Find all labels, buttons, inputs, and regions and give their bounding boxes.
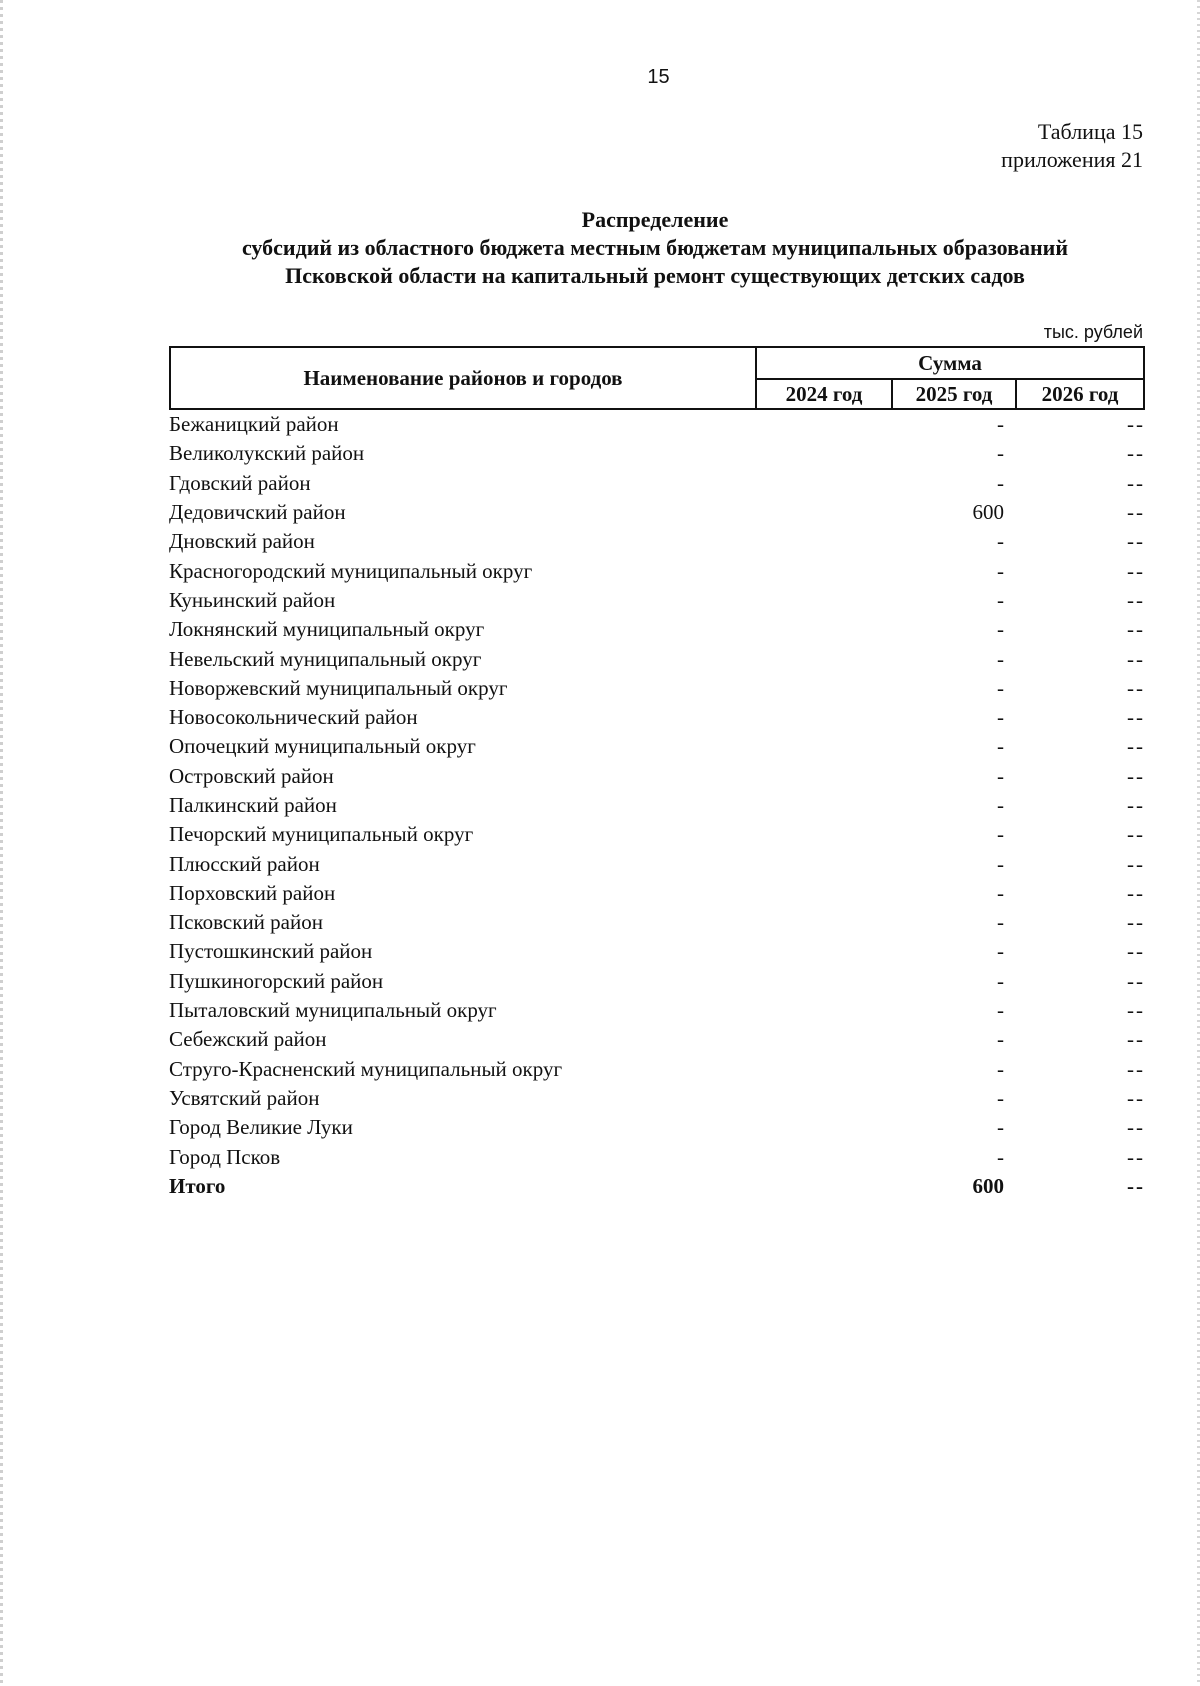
district-name: Бежаницкий район: [169, 412, 339, 437]
amount-2025: -: [1127, 587, 1134, 612]
amount-2024: -: [997, 529, 1005, 554]
table-row: [169, 996, 1143, 1025]
amount-2025: -: [1127, 646, 1134, 671]
table-row: [169, 762, 1143, 791]
amount-2026: -: [1136, 910, 1143, 935]
header-sum: Сумма: [756, 347, 1144, 379]
district-name: Дновский район: [169, 529, 315, 554]
appendix-reference: [1001, 118, 1143, 174]
amount-2025: -: [1127, 529, 1134, 554]
district-name: Гдовский район: [169, 470, 311, 495]
table-row: [169, 967, 1143, 996]
amount-2025: -: [1127, 998, 1134, 1023]
header-2025: 2025 год: [892, 379, 1016, 409]
amount-2026: -: [1136, 1144, 1143, 1169]
amount-2025: -: [1127, 793, 1134, 817]
district-name: Невельский муниципальный округ: [169, 646, 482, 671]
table-row: [169, 937, 1143, 966]
table-row: [169, 410, 1143, 439]
amount-2024: -: [997, 793, 1005, 817]
amount-2024: -: [997, 734, 1005, 759]
table-row: [169, 674, 1143, 703]
amount-2026: -: [1136, 998, 1143, 1023]
table-body: [169, 410, 1143, 1201]
amount-2026: -: [1136, 1056, 1143, 1081]
district-name: Себежский район: [169, 1027, 327, 1052]
amount-2026: -: [1136, 1027, 1143, 1052]
total-label: Итого: [169, 1173, 226, 1198]
district-name: Усвятский район: [169, 1085, 320, 1110]
table-row: [169, 732, 1143, 761]
amount-2026: -: [1136, 851, 1143, 876]
table-header: [169, 346, 1145, 410]
table-row: [169, 644, 1143, 673]
amount-2026: -: [1136, 763, 1143, 788]
district-name: Новоржевский муниципальный округ: [169, 675, 508, 700]
title-line-1: Распределение: [581, 207, 729, 232]
amount-2024: -: [997, 470, 1005, 495]
table-row: [169, 586, 1143, 615]
amount-2024: -: [997, 880, 1005, 905]
table-row: [169, 527, 1143, 556]
table-row: [169, 439, 1143, 468]
title-line-3: Псковской области на капитальный ремонт существующих детских садов: [285, 263, 1025, 288]
district-name: Плюсский район: [169, 851, 320, 876]
amount-2025: -: [1127, 910, 1134, 935]
amount-2024: -: [997, 675, 1005, 700]
amount-2024: -: [997, 1085, 1005, 1110]
amount-2026: -: [1136, 587, 1143, 612]
amount-2026: -: [1136, 968, 1143, 993]
amount-2024: -: [997, 646, 1005, 671]
total-amount-2025: -: [1127, 1173, 1134, 1198]
table-row: [169, 908, 1143, 937]
amount-2024: -: [997, 412, 1005, 437]
amount-2024: -: [997, 998, 1005, 1023]
table-row: [169, 1084, 1143, 1113]
amount-2024: -: [997, 558, 1005, 583]
district-name: Печорский муниципальный округ: [169, 822, 474, 847]
document-title: [169, 206, 1141, 290]
appendix-table-number: Таблица 15: [1037, 119, 1143, 144]
district-name: Порховский район: [169, 880, 336, 905]
amount-2025: -: [1127, 880, 1134, 905]
table-row: [169, 1055, 1143, 1084]
amount-2025: -: [1127, 1144, 1134, 1169]
district-name: Город Великие Луки: [169, 1115, 353, 1140]
amount-2026: -: [1136, 412, 1143, 437]
district-name: Палкинский район: [169, 793, 337, 817]
table-row: [169, 469, 1143, 498]
amount-2026: -: [1136, 793, 1143, 817]
amount-2024: -: [997, 851, 1005, 876]
district-name: Пушкиногорский район: [169, 968, 384, 993]
amount-2025: -: [1127, 968, 1134, 993]
amount-2026: -: [1136, 470, 1143, 495]
amount-2026: -: [1136, 500, 1143, 525]
amount-2025: -: [1127, 1085, 1134, 1110]
district-name: Великолукский район: [169, 441, 365, 466]
table-row: [169, 1025, 1143, 1054]
district-name: Пустошкинский район: [169, 939, 373, 964]
amount-2025: -: [1127, 617, 1134, 642]
amount-2025: -: [1127, 763, 1134, 788]
district-name: Псковский район: [169, 910, 323, 935]
amount-2024: -: [997, 617, 1005, 642]
amount-2024: -: [997, 822, 1005, 847]
district-name: Пыталовский муниципальный округ: [169, 998, 497, 1023]
amount-2026: -: [1136, 675, 1143, 700]
district-name: Островский район: [169, 763, 334, 788]
amount-2026: -: [1136, 646, 1143, 671]
table-row: [169, 1113, 1143, 1142]
amount-2025: -: [1127, 705, 1134, 730]
amount-2024: -: [997, 968, 1005, 993]
amount-2026: -: [1136, 1085, 1143, 1110]
amount-2026: -: [1136, 939, 1143, 964]
district-name: Новосокольнический район: [169, 705, 418, 730]
amount-2025: -: [1127, 558, 1134, 583]
amount-2026: -: [1136, 529, 1143, 554]
amount-2026: -: [1136, 705, 1143, 730]
amount-2024: -: [997, 587, 1005, 612]
amount-2025: -: [1127, 675, 1134, 700]
amount-2024: -: [997, 705, 1005, 730]
district-name: Куньинский район: [169, 587, 336, 612]
units-label: тыс. рублей: [1043, 322, 1143, 342]
amount-2024: -: [997, 939, 1005, 964]
district-name: Опочецкий муниципальный округ: [169, 734, 476, 759]
amount-2025: -: [1127, 1027, 1134, 1052]
amount-2025: -: [1127, 734, 1134, 759]
district-name: Дедовичский район: [169, 500, 346, 525]
table-row: [169, 703, 1143, 732]
header-2024: 2024 год: [756, 379, 892, 409]
amount-2026: -: [1136, 880, 1143, 905]
amount-2026: -: [1136, 822, 1143, 847]
amount-2024: -: [997, 1115, 1005, 1140]
scan-edge-left: [0, 0, 3, 1686]
amount-2024: 600: [972, 500, 1005, 525]
amount-2026: -: [1136, 734, 1143, 759]
amount-2024: -: [997, 1144, 1005, 1169]
total-amount-2026: -: [1136, 1173, 1143, 1198]
header-name: Наименование районов и городов: [170, 347, 756, 409]
amount-2024: -: [997, 763, 1005, 788]
amount-2025: -: [1127, 822, 1134, 847]
amount-2026: -: [1136, 441, 1143, 466]
table-row: [169, 849, 1143, 878]
amount-2024: -: [997, 910, 1005, 935]
amount-2026: -: [1136, 1115, 1143, 1140]
table-row: [169, 615, 1143, 644]
amount-2024: -: [997, 1056, 1005, 1081]
district-name: Красногородский муниципальный округ: [169, 558, 533, 583]
table-row: [169, 556, 1143, 585]
amount-2025: -: [1127, 500, 1134, 525]
total-row: [169, 1172, 1143, 1201]
amount-2024: -: [997, 441, 1005, 466]
appendix-number: приложения 21: [1001, 147, 1143, 172]
amount-2025: -: [1127, 412, 1134, 437]
amount-2025: -: [1127, 470, 1134, 495]
table-row: [169, 1142, 1143, 1171]
amount-2025: -: [1127, 851, 1134, 876]
header-2026: 2026 год: [1016, 379, 1144, 409]
title-line-2: субсидий из областного бюджета местным бюджетам муниципальных образований: [241, 235, 1069, 260]
amount-2026: -: [1136, 558, 1143, 583]
table-row: [169, 791, 1143, 820]
amount-2024: -: [997, 1027, 1005, 1052]
amount-2026: -: [1136, 617, 1143, 642]
district-name: Струго-Красненский муниципальный округ: [169, 1056, 563, 1081]
amount-2025: -: [1127, 1115, 1134, 1140]
amount-2025: -: [1127, 939, 1134, 964]
page-number: 15: [647, 66, 670, 88]
amount-2025: -: [1127, 1056, 1134, 1081]
total-amount-2024: 600: [972, 1173, 1005, 1198]
table-row: [169, 820, 1143, 849]
district-name: Локнянский муниципальный округ: [169, 617, 485, 642]
district-name: Город Псков: [169, 1144, 281, 1169]
table-row: [169, 498, 1143, 527]
amount-2025: -: [1127, 441, 1134, 466]
table-row: [169, 879, 1143, 908]
